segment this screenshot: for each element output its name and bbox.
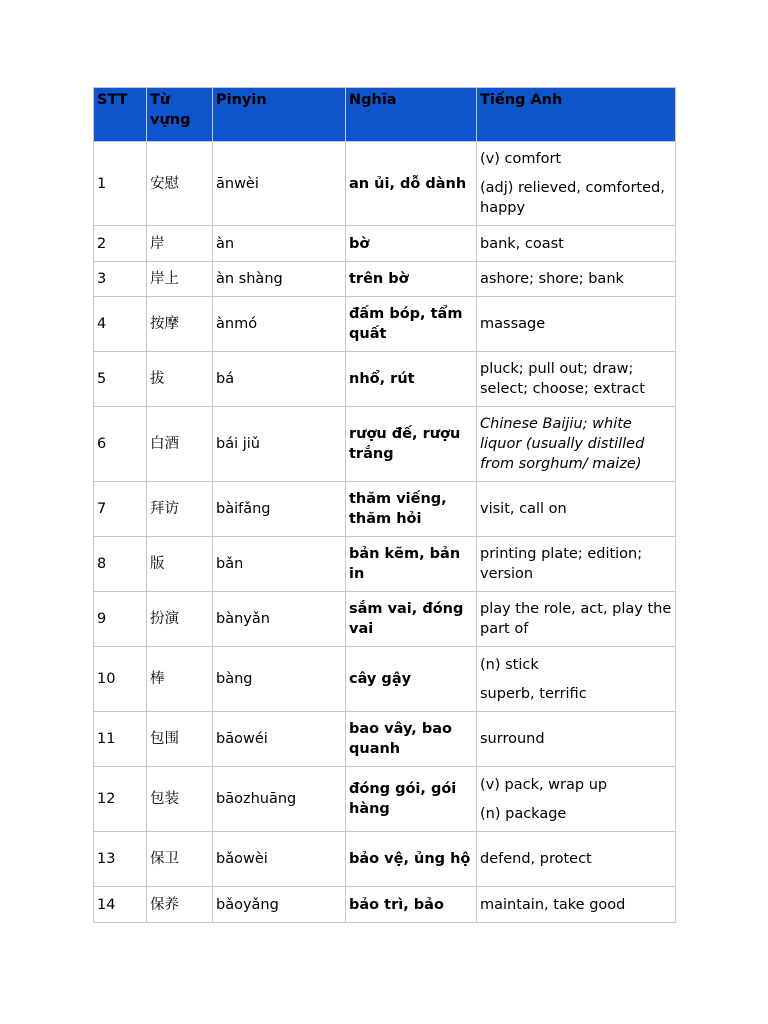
- vietnamese-meaning: bao vây, bao quanh: [346, 712, 477, 767]
- pinyin-text: bá: [213, 352, 346, 407]
- pinyin-text: àn: [213, 226, 346, 262]
- pinyin-text: bàifǎng: [213, 482, 346, 537]
- english-line: visit, call on: [480, 501, 567, 517]
- pinyin-text: bǎowèi: [213, 832, 346, 887]
- english-meaning: [477, 226, 676, 262]
- pinyin-text: bái jiǔ: [213, 407, 346, 482]
- vietnamese-meaning: trên bờ: [346, 262, 477, 297]
- pinyin-text: àn shàng: [213, 262, 346, 297]
- table-row: [94, 537, 676, 592]
- english-line: (v) pack, wrap up: [480, 776, 608, 793]
- english-meaning: [477, 407, 676, 482]
- english-line: maintain, take good: [480, 896, 626, 913]
- table-row: [94, 767, 676, 832]
- english-line: play the role, act, play the part of: [480, 601, 672, 637]
- table-row: [94, 226, 676, 262]
- header-row: [94, 88, 676, 142]
- vocabulary-table: [93, 87, 676, 923]
- row-number: 4: [94, 297, 147, 352]
- english-line: (v) comfort: [480, 151, 562, 167]
- row-number: 12: [94, 767, 147, 832]
- table-row: [94, 832, 676, 887]
- row-number: 8: [94, 537, 147, 592]
- vocabulary-word: 拔: [147, 352, 213, 407]
- vietnamese-meaning: nhổ, rút: [346, 352, 477, 407]
- vocabulary-word: 岸: [147, 226, 213, 262]
- vocabulary-word: 包装: [147, 767, 213, 832]
- english-line: surround: [480, 731, 545, 747]
- english-meaning: [477, 647, 676, 712]
- english-line: ashore; shore; bank: [480, 271, 624, 287]
- english-meaning: [477, 832, 676, 887]
- english-line: bank, coast: [480, 235, 564, 252]
- vocabulary-word: 版: [147, 537, 213, 592]
- vocabulary-word: 包围: [147, 712, 213, 767]
- english-meaning: [477, 712, 676, 767]
- vocabulary-word: 按摩: [147, 297, 213, 352]
- row-number: 9: [94, 592, 147, 647]
- english-line: defend, protect: [480, 851, 592, 867]
- vietnamese-meaning: bảo trì, bảo: [346, 887, 477, 923]
- english-line: (n) stick: [480, 656, 539, 673]
- row-number: 3: [94, 262, 147, 297]
- vocabulary-word: 白酒: [147, 407, 213, 482]
- row-number: 7: [94, 482, 147, 537]
- row-number: 11: [94, 712, 147, 767]
- vocabulary-word: 棒: [147, 647, 213, 712]
- header-word: Từ vựng: [147, 88, 213, 142]
- header-pinyin: Pinyin: [213, 88, 346, 142]
- vietnamese-meaning: bảo vệ, ủng hộ: [346, 832, 477, 887]
- vietnamese-meaning: cây gậy: [346, 647, 477, 712]
- table-row: [94, 647, 676, 712]
- pinyin-text: bāozhuāng: [213, 767, 346, 832]
- vietnamese-meaning: đóng gói, gói hàng: [346, 767, 477, 832]
- row-number: 13: [94, 832, 147, 887]
- row-number: 14: [94, 887, 147, 923]
- vietnamese-meaning: rượu đế, rượu trắng: [346, 407, 477, 482]
- english-meaning: [477, 592, 676, 647]
- english-line: massage: [480, 316, 546, 332]
- table-row: [94, 407, 676, 482]
- pinyin-text: bàng: [213, 647, 346, 712]
- vietnamese-meaning: an ủi, dỗ dành: [346, 142, 477, 226]
- pinyin-text: bànyǎn: [213, 592, 346, 647]
- english-meaning: [477, 352, 676, 407]
- vocabulary-word: 岸上: [147, 262, 213, 297]
- english-line: pluck; pull out; draw; select; choose; extract: [480, 361, 645, 397]
- english-line: (adj) relieved, comforted, happy: [480, 180, 665, 216]
- row-number: 1: [94, 142, 147, 226]
- english-line: superb, terrific: [480, 685, 587, 702]
- pinyin-text: bǎn: [213, 537, 346, 592]
- pinyin-text: bǎoyǎng: [213, 887, 346, 923]
- table-row: [94, 352, 676, 407]
- english-meaning: [477, 537, 676, 592]
- vietnamese-meaning: bờ: [346, 226, 477, 262]
- english-meaning: [477, 767, 676, 832]
- english-line: printing plate; edition; version: [480, 546, 643, 582]
- header-meaning: Nghĩa: [346, 88, 477, 142]
- vietnamese-meaning: đấm bóp, tẩm quất: [346, 297, 477, 352]
- row-number: 5: [94, 352, 147, 407]
- vocabulary-word: 保养: [147, 887, 213, 923]
- table-row: [94, 592, 676, 647]
- table-row: [94, 482, 676, 537]
- english-meaning: [477, 297, 676, 352]
- english-meaning: [477, 262, 676, 297]
- table-row: [94, 712, 676, 767]
- english-meaning: [477, 142, 676, 226]
- vietnamese-meaning: bản kẽm, bản in: [346, 537, 477, 592]
- table-row: [94, 142, 676, 226]
- table-header: [94, 88, 676, 142]
- vietnamese-meaning: sắm vai, đóng vai: [346, 592, 477, 647]
- pinyin-text: ānwèi: [213, 142, 346, 226]
- english-meaning: [477, 887, 676, 923]
- header-stt: STT: [94, 88, 147, 142]
- row-number: 2: [94, 226, 147, 262]
- header-english: Tiếng Anh: [477, 88, 676, 142]
- pinyin-text: bāowéi: [213, 712, 346, 767]
- english-meaning: [477, 482, 676, 537]
- table-row: [94, 297, 676, 352]
- table-row: [94, 262, 676, 297]
- vocabulary-word: 扮演: [147, 592, 213, 647]
- vocabulary-word: 保卫: [147, 832, 213, 887]
- vietnamese-meaning: thăm viếng, thăm hỏi: [346, 482, 477, 537]
- vocabulary-word: 拜访: [147, 482, 213, 537]
- english-line: (n) package: [480, 805, 567, 822]
- row-number: 6: [94, 407, 147, 482]
- english-line: Chinese Baijiu; white liquor (usually distilled from sorghum/ maize): [480, 416, 645, 472]
- row-number: 10: [94, 647, 147, 712]
- vocabulary-word: 安慰: [147, 142, 213, 226]
- pinyin-text: ànmó: [213, 297, 346, 352]
- table-row: [94, 887, 676, 923]
- table-body: [94, 142, 676, 923]
